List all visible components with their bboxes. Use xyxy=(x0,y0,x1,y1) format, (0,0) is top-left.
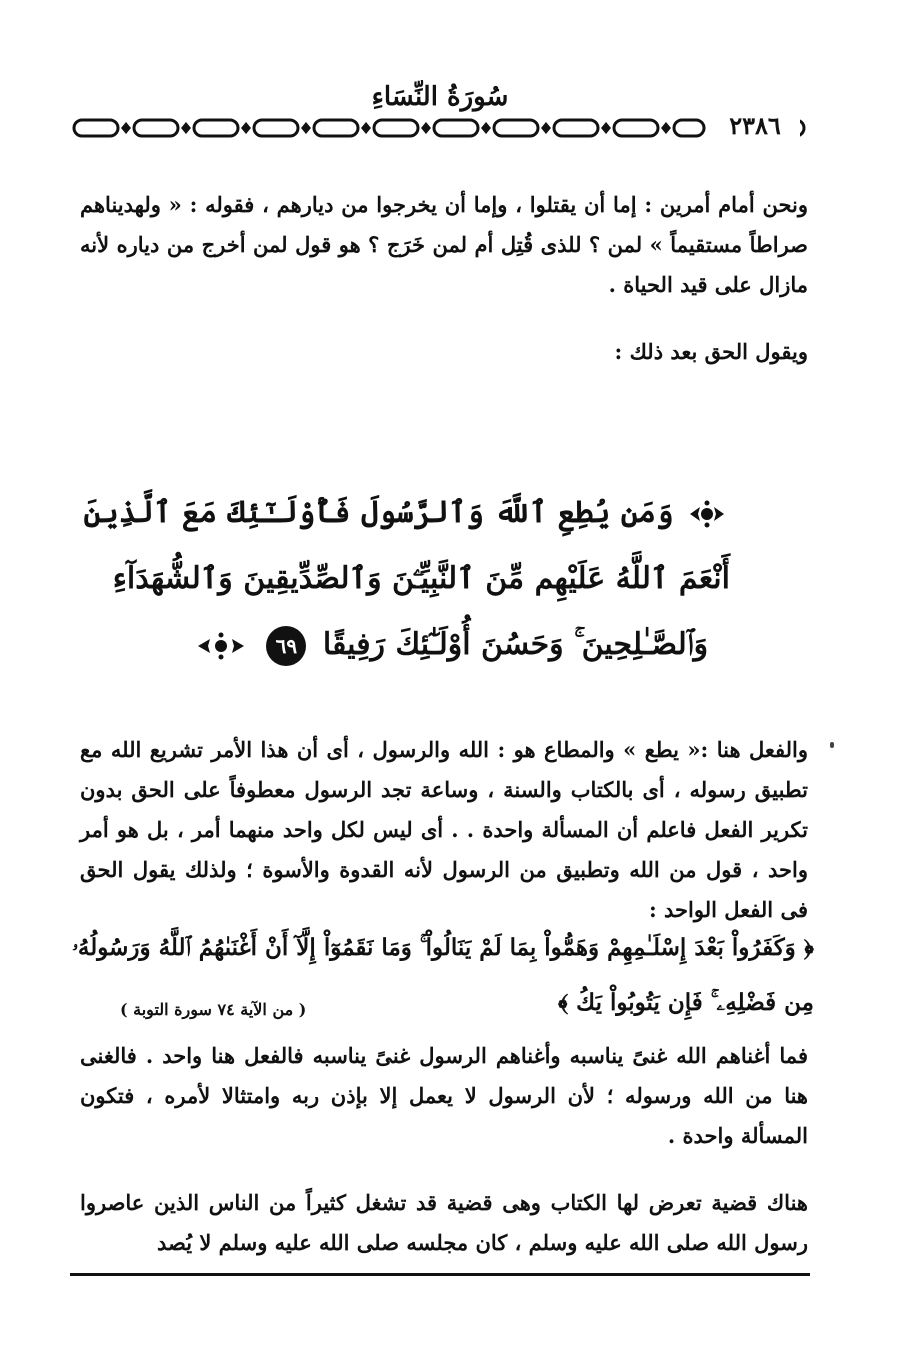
chain-ornament-icon xyxy=(70,116,810,140)
quoted-verse-line-1: ﴿ وَكَفَرُواْ بَعْدَ إِسْلَـٰمِهِمْ وَهَمُّواْ بِمَا لَمْ يَنَالُواْ ۚ وَمَا نَقَمُوٓاْ إِلَّآ أَنْ أَغْنَىٰهُمُ ٱللَّهُ وَرَسُولُهُۥ xyxy=(72,934,814,961)
page-header xyxy=(70,78,810,148)
verse-line-2: أَنْعَمَ ٱللَّهُ عَلَيْهِم مِّنَ ٱلنَّبِيِّـۧنَ وَٱلصِّدِّيقِينَ وَٱلشُّهَدَآءِ xyxy=(112,561,730,596)
ayah-number-badge: ٦٩ xyxy=(266,626,306,666)
verse-reference: ( من الآية ٧٤ سورة التوبة ) xyxy=(120,1000,307,1019)
floral-ornament-icon xyxy=(688,499,726,529)
verse-line-1-text: وَمَن يُطِعِ ٱللَّهَ وَٱلرَّسُولَ فَأُوْلَـٰٓئِكَ مَعَ ٱلَّذِينَ xyxy=(83,495,674,530)
paragraph-explanation: والفعل هنا :« يطع » والمطاع هو : الله والرسول ، أى أن هذا الأمر تشريع الله مع تطبيق رسوله ، أى بالكتاب والسنة ، وساعة تجد الرسول معطوفاً على الحق بدون تكرير الفعل فاعلم أن المسألة واحدة . . أى ليس لكل واحد منهما أمر ، بل هو أمر واحد ، قول من الله وتطبيق من الرسول لأنه القدوة والأسوة ؛ ولذلك يقول الحق فى الفعل الواحد : xyxy=(80,737,808,922)
verse-line-3-text: وَٱلصَّـٰلِحِينَ ۚ وَحَسُنَ أُوْلَـٰٓئِكَ رَفِيقًا xyxy=(322,627,709,662)
paragraph-continuation: هناك قضية تعرض لها الكتاب وهى قضية قد تشغل كثيراً من الناس الذين عاصروا رسول الله صلى الله عليه وسلم ، كان مجلسه صلى الله عليه وسلم لا يُصد xyxy=(80,1190,808,1255)
margin-mark xyxy=(830,742,834,748)
quoted-verse-line-2: مِن فَضْلِهِۦ ۚ فَإِن يَتُوبُواْ يَكُ ﴾ xyxy=(557,989,814,1016)
quran-verse-main xyxy=(83,480,730,678)
page-number: ٢٣٨٦ xyxy=(710,111,800,140)
verse-line-3 xyxy=(170,612,730,678)
paragraph-transition: ويقول الحق بعد ذلك : xyxy=(614,339,808,364)
floral-ornament-icon xyxy=(196,631,246,661)
surah-title: سُورَةُ النِّسَاءِ xyxy=(371,82,509,112)
verse-line-1 xyxy=(83,480,730,546)
paragraph-intro: ونحن أمام أمرين : إما أن يقتلوا ، وإما أن يخرجوا من ديارهم ، فقوله : « ولهديناهم صراطاً مستقيماً » لمن ؟ للذى قُتِل أم لمن خَرَج ؟ هو قول لمن أخرج من دياره لأنه مازال على قيد الحياة . xyxy=(80,192,808,297)
paragraph-commentary: فما أغناهم الله غنىً يناسبه وأغناهم الرسول غنىً يناسبه فالفعل هنا واحد . فالغنى هنا من الله ورسوله ؛ لأن الرسول لا يعمل إلا بإذن ربه وامتثالا لأمره ، فتكون المسألة واحدة . xyxy=(80,1043,808,1148)
footer-divider xyxy=(70,1273,810,1276)
